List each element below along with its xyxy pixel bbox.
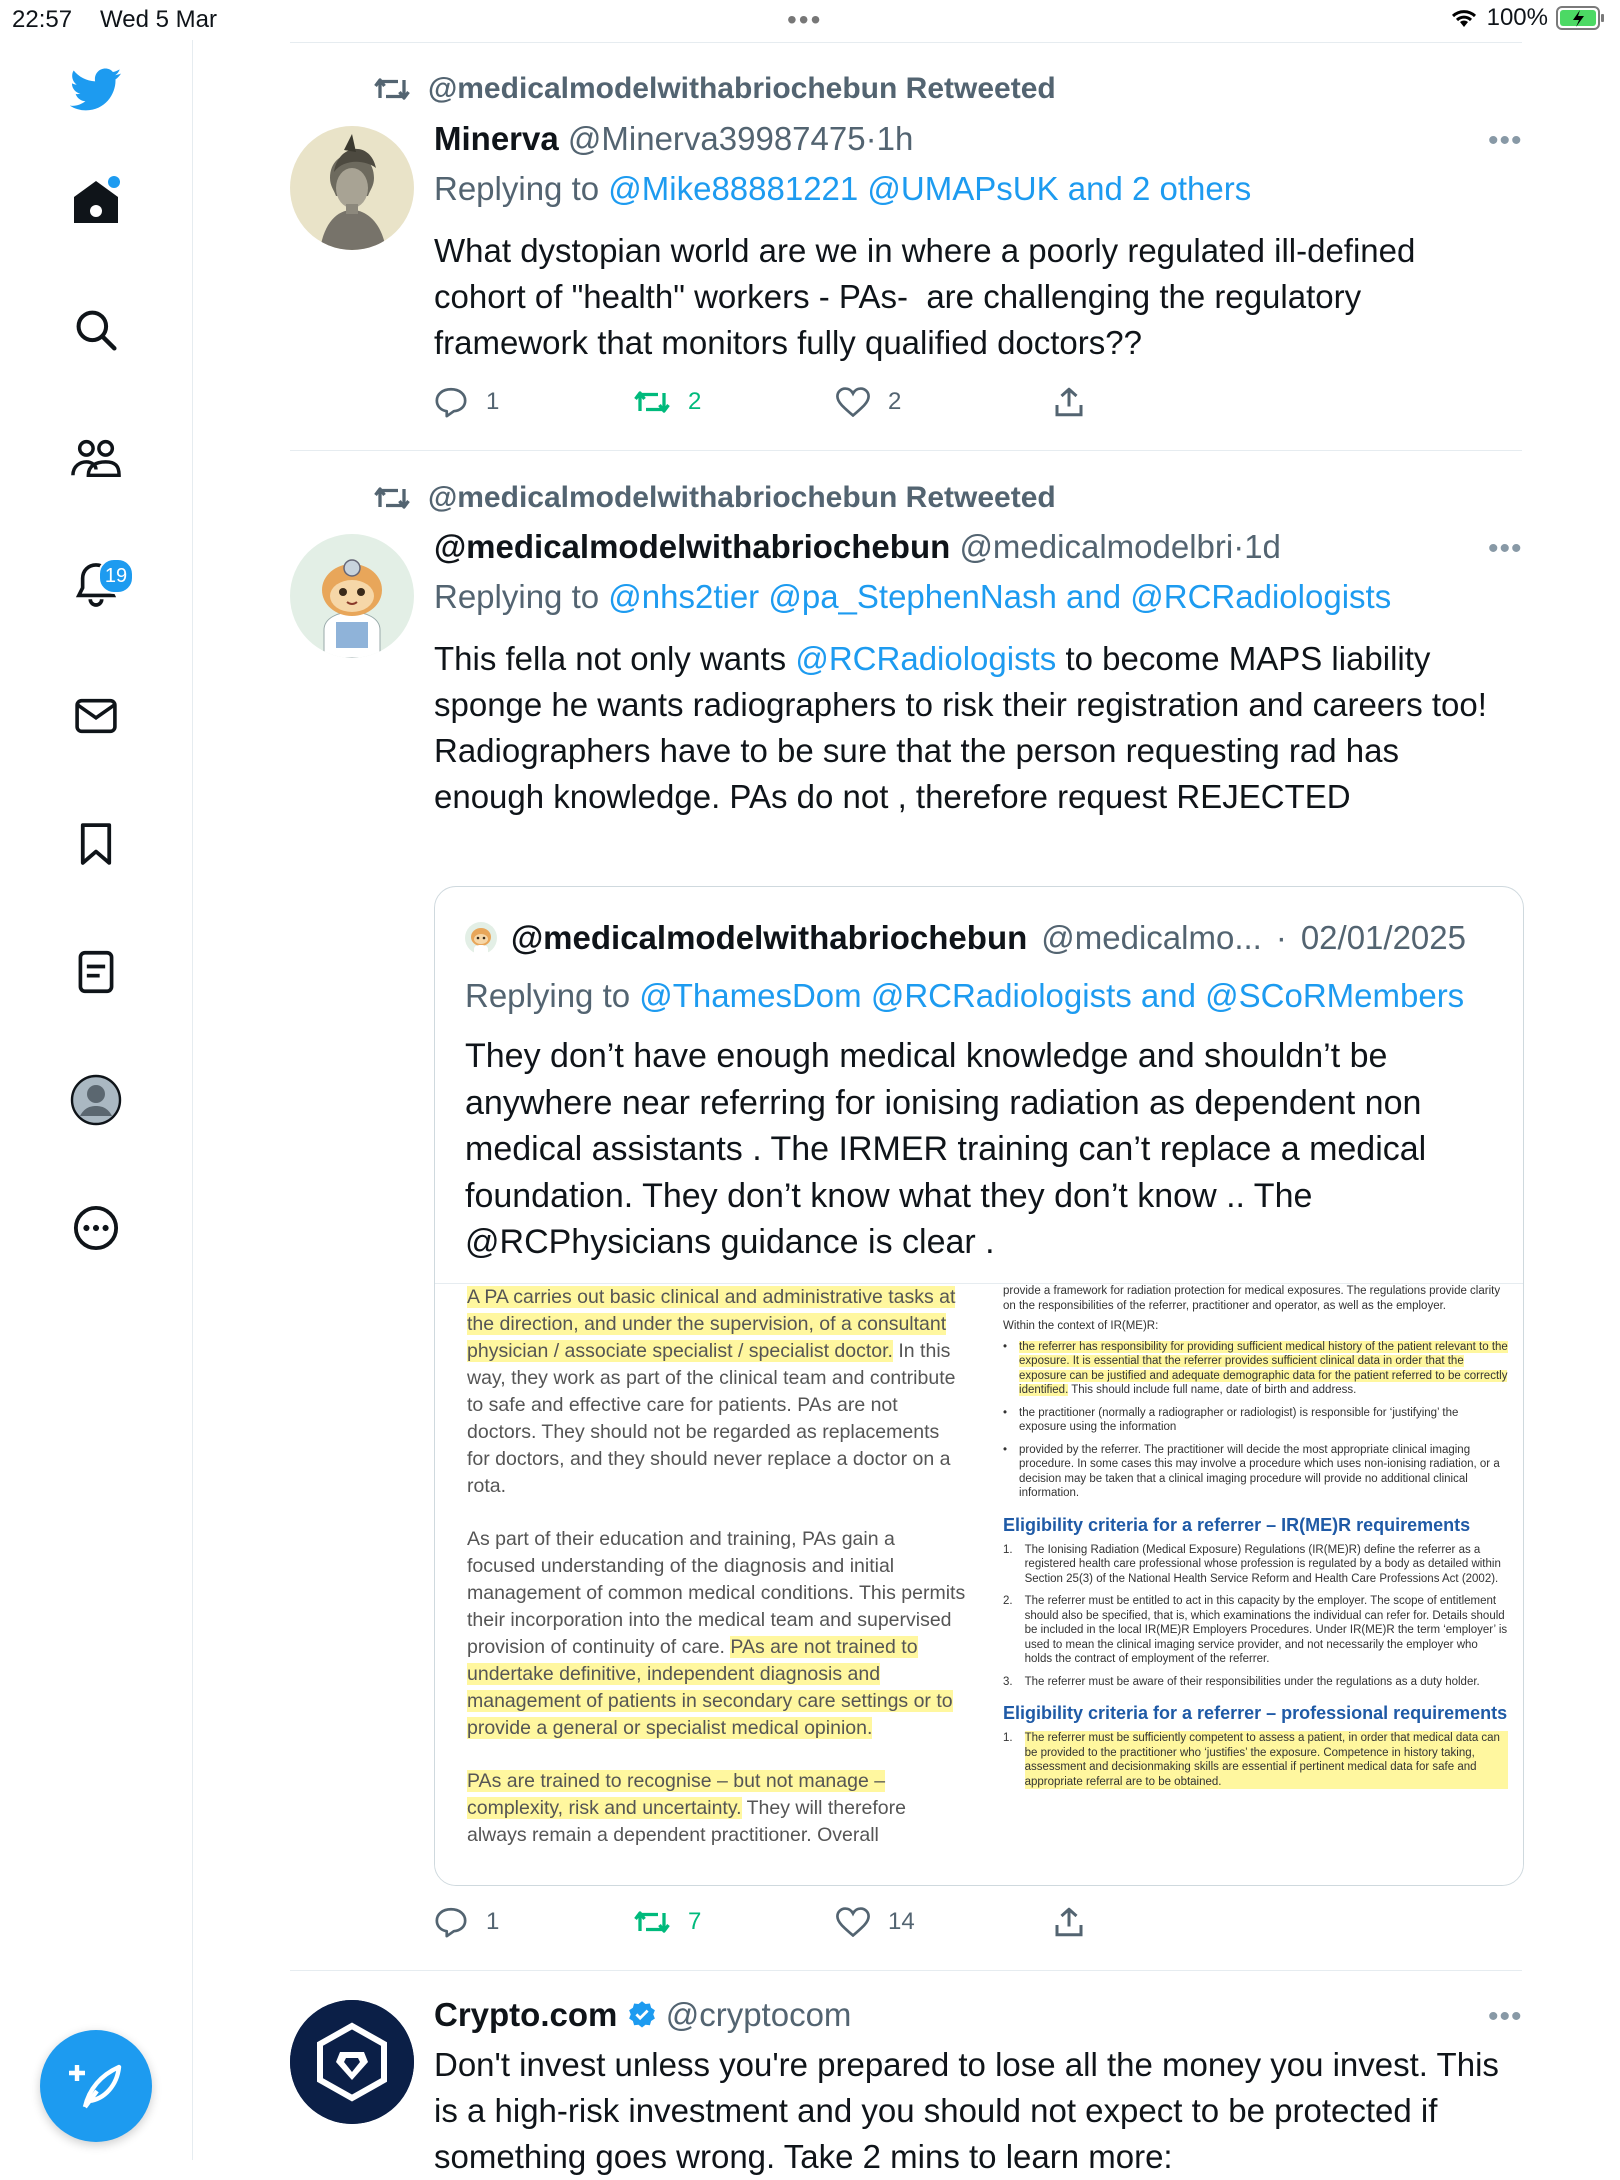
compose-feather-icon [69, 2061, 123, 2111]
document-text: As part of their education and training, PAs gain a focused understanding of the diagnosis and initial management of common medical conditions. This permits their incorporation into the medical team and supervised provision of continuity of care. [467, 1528, 966, 1658]
document-text: The referrer must be aware of their responsibilities under the regulations as a duty holder. [1024, 1675, 1480, 1688]
separator: · [1233, 528, 1245, 565]
document-text: The Ionising Radiation (Medical Exposure) Regulations (IR(ME)R) define the referrer as a registered health care professional whose profession is regulated by a body as detailed within Section 25(3) of the National Health Service Reform and Health Care Professions Act (2002). [1024, 1543, 1501, 1585]
retweet-context-text: @medicalmodelwithabriochebun Retweeted [428, 481, 1056, 514]
highlighted-text: the referrer has responsibility for providing sufficient medical history of the patient relevant to the exposure. It is essential that the referrer provides sufficient clinical data in order that the exposure can be justified and adequate demographic data for the patient referred to be correctly identified. [1019, 1340, 1508, 1396]
reply-count: 1 [486, 1908, 500, 1935]
quoted-separator: · [1275, 919, 1287, 956]
document-text: provided by the referrer. The practitioner will decide the most appropriate clinical imaging procedure. In some cases this may involve a procedure which uses non-ionising radiation, or a decision may be taken that a clinical imaging procedure will provide no additional clinical information. [1019, 1443, 1500, 1499]
quoted-replying-prefix: Replying to [465, 977, 640, 1014]
document-right-column [1003, 1284, 1508, 1797]
quoted-avatar-icon [465, 922, 497, 954]
tweet-time[interactable]: 1h [876, 120, 914, 157]
home-icon[interactable] [60, 166, 132, 238]
replying-to [434, 170, 1251, 208]
tweet-actions [434, 386, 1134, 418]
like-heart-icon [836, 1907, 870, 1937]
reply-button[interactable] [434, 1906, 634, 1938]
home-unread-dot [108, 176, 120, 188]
tweet-divider [290, 1970, 1522, 1971]
document-bullet: • provided by the referrer. The practitioner will decide the most appropriate clinical imaging procedure. In some cases this may involve a procedure which uses non-ionising radiation, or a decision may be taken that a clinical imaging procedure will provide no additional clinical information. [1003, 1443, 1508, 1501]
highlighted-text: PAs are not trained to undertake definitive, independent diagnosis and management of patients in secondary care settings or to provide a general or specialist medical opinion. [467, 1636, 953, 1739]
replying-to-users[interactable]: @Mike88881221 @UMAPsUK and 2 others [608, 170, 1252, 207]
tweet-text [434, 636, 1504, 820]
share-button[interactable] [1054, 386, 1084, 418]
highlighted-text: PAs are trained to recognise – but not manage – complexity, risk and uncertainty. [467, 1770, 886, 1819]
document-text: The referrer must be entitled to act in this capacity by the employer. The scope of entitlement should also be specified, that is, which examinations the individual can refer for. Details should be included in the local IR(ME)R Employers Procedures. Under IR(ME)R the term ‘employer’ is used to mean the clinical imaging service provider, and not necessarily the employer who holds the contract of employment of the referrer. [1024, 1595, 1508, 1665]
quoted-display-name[interactable]: @medicalmodelwithabriochebun [511, 919, 1028, 956]
notification-count-badge: 19 [98, 558, 134, 594]
replying-to-prefix: Replying to [434, 170, 609, 207]
multitasking-dots-icon[interactable]: ••• [787, 4, 823, 35]
reply-count: 1 [486, 388, 500, 415]
tweet-text-rest: to become MAPS liability sponge he wants radiographers to risk their registration and careers too! Radiographers have to be sure that the person requesting rad has enough knowledge. PAs do not , therefore request REJECTED [434, 640, 1487, 815]
highlighted-text: A PA carries out basic clinical and administrative tasks at the direction, and under the supervision, of a consultant physician / associate specialist / specialist doctor. [467, 1286, 956, 1362]
quoted-replying-users[interactable]: @ThamesDom @RCRadiologists and @SCoRMembers [639, 977, 1465, 1014]
document-numbered-item: 1. The Ionising Radiation (Medical Exposure) Regulations (IR(ME)R) define the referrer as a registered health care professional whose profession is regulated by a body as detailed within Section 25(3) of the National Health Service Reform and Health Care Professions Act (2002). [1003, 1543, 1508, 1587]
status-bar [0, 0, 1620, 40]
tweet-text: What dystopian world are we in where a poorly regulated ill-defined cohort of "health" workers - PAs- are challenging the regulatory framework that monitors fully qualified doctors?? [434, 232, 1425, 361]
tweet-text-start: This fella not only wants [434, 640, 796, 677]
document-left-column [467, 1284, 967, 1875]
display-name[interactable]: Crypto.com [434, 1996, 618, 2033]
tweet-divider [290, 450, 1522, 451]
share-button[interactable] [1054, 1906, 1084, 1938]
retweet-button[interactable] [634, 1906, 836, 1938]
retweet-context-text: @medicalmodelwithabriochebun Retweeted [428, 72, 1056, 105]
user-handle[interactable]: @medicalmodelbri [959, 528, 1234, 565]
tweet-header [434, 528, 1281, 566]
quoted-tweet-text: They don’t have enough medical knowledge and shouldn’t be anywhere near referring for ionising radiation as dependent non medical assistants . The IRMER training can’t replace a medical foundation. They don’t know what they don’t know .. The @RCPhysicians guidance is clear . [465, 1037, 1427, 1261]
mention-link[interactable]: @RCRadiologists [795, 640, 1057, 677]
sidebar [0, 40, 193, 2160]
retweet-button[interactable] [634, 386, 836, 418]
quoted-date[interactable]: 02/01/2025 [1300, 919, 1466, 956]
twitter-logo-icon[interactable] [60, 54, 132, 126]
retweet-small-icon [374, 483, 410, 513]
replying-to-prefix: Replying to [434, 578, 609, 615]
quoted-user-handle[interactable]: @medicalmo... [1041, 919, 1262, 956]
communities-icon[interactable] [60, 422, 132, 494]
more-options-circle-icon[interactable] [60, 1192, 132, 1264]
retweet-count: 2 [688, 388, 702, 415]
document-text: provide a framework for radiation protection for medical exposures. The regulations provide clarity on the responsibilities of the referrer, practitioner and operator, as well as the employer. [1003, 1285, 1501, 1312]
bookmarks-icon[interactable] [60, 808, 132, 880]
verified-badge-icon [627, 2000, 657, 2030]
quoted-tweet-header [465, 919, 1466, 957]
tweet-actions [434, 1906, 1134, 1938]
document-text: They will therefore always remain a dependent practitioner. Overall [467, 1797, 906, 1846]
compose-tweet-button[interactable] [40, 2030, 152, 2142]
share-icon [1054, 387, 1084, 417]
share-icon [1054, 1907, 1084, 1937]
display-name[interactable]: @medicalmodelwithabriochebun [434, 528, 951, 565]
reply-icon [434, 386, 468, 418]
like-count: 14 [888, 1908, 915, 1935]
avatar[interactable] [290, 126, 414, 250]
like-button[interactable] [836, 386, 1054, 418]
tweet-header [434, 120, 913, 158]
timeline-top-divider [290, 42, 1522, 43]
retweet-icon [634, 387, 670, 417]
document-numbered-item: 1. The referrer must be sufficiently competent to assess a patient, in order that medical data can be provided to the practitioner who ‘justifies’ the exposure. Competence in history taking, assessment and decisionmaking skills are essential if pertinent medical data for safe and appropriate referral are to be obtained. [1003, 1731, 1508, 1789]
search-icon[interactable] [60, 294, 132, 366]
status-date: Wed 5 Mar [100, 6, 217, 33]
display-name[interactable]: Minerva [434, 120, 559, 157]
document-numbered-item: 2. The referrer must be entitled to act in this capacity by the employer. The scope of entitlement should also be specified, that is, which examinations the individual can refer for. Details should be included in the local IR(ME)R Employers Procedures. Under IR(ME)R the term ‘employer’ is used to mean the clinical imaging service provider, and not necessarily the employer who holds the contract of employment of the referrer. [1003, 1595, 1508, 1665]
reply-icon [434, 1906, 468, 1938]
highlighted-text: The referrer must be sufficiently competent to assess a patient, in order that medical data can be provided to the practitioner who ‘justifies’ the exposure. Competence in history taking, assessment and decisionmaking skills are essential if pertinent medical data for safe and appropriate referral are to be obtained. [1025, 1731, 1508, 1789]
document-numbered-item: 3. The referrer must be aware of their responsibilities under the regulations as a duty holder. [1003, 1675, 1480, 1688]
quoted-replying-to [465, 977, 1464, 1015]
tweet-more-options-icon[interactable]: ••• [1488, 124, 1523, 157]
minerva-statue-avatar-icon [290, 126, 414, 250]
user-handle[interactable]: @Minerva39987475 [567, 120, 866, 157]
document-text: Within the context of IR(ME)R: [1003, 1320, 1159, 1332]
quoted-tweet[interactable] [434, 886, 1524, 1886]
reply-button[interactable] [434, 386, 634, 418]
retweet-count: 7 [688, 1908, 702, 1935]
retweet-context [374, 72, 1056, 106]
avatar[interactable] [290, 2000, 414, 2124]
replying-to [434, 578, 1391, 616]
avatar[interactable] [290, 534, 414, 658]
document-bullet: • the practitioner (normally a radiographer or radiologist) is responsible for ‘justifying’ the exposure using the information [1003, 1406, 1508, 1435]
status-indicators [1449, 4, 1606, 32]
tweet-time[interactable]: 1d [1244, 528, 1281, 565]
tweet-text: Don't invest unless you're prepared to lose all the money you invest. This is a high-risk investment and you should not expect to be protected if something goes wrong. Take 2 mins to learn more: [434, 2046, 1509, 2175]
status-time: 22:57 [12, 6, 73, 33]
retweet-small-icon [374, 74, 410, 104]
document-text: This should include full name, date of birth and address. [1068, 1384, 1357, 1396]
battery-charging-icon [1556, 5, 1606, 31]
replying-to-users[interactable]: @nhs2tier @pa_StephenNash and @RCRadiologists [608, 578, 1392, 615]
messages-icon[interactable] [60, 680, 132, 752]
notifications-bell-icon[interactable] [60, 548, 132, 620]
document-bullet: • the referrer has responsibility for providing sufficient medical history of the patient relevant to the exposure. It is essential that the referrer provides sufficient clinical data in order that the exposure can be justified and adequate demographic data for the patient referred to be correctly identified. This should include full name, date of birth and address. [1003, 1340, 1508, 1396]
crypto-com-logo-icon [290, 2000, 414, 2124]
tweet-more-options-icon[interactable]: ••• [1488, 2000, 1523, 2033]
user-handle[interactable]: @cryptocom [665, 1996, 852, 2033]
retweet-context [374, 481, 1056, 515]
lists-icon[interactable] [60, 936, 132, 1008]
document-heading: Eligibility criteria for a referrer – IR(ME)R requirements [1003, 1514, 1471, 1535]
battery-percent: 100% [1486, 4, 1548, 31]
like-button[interactable] [836, 1906, 1054, 1938]
tweet-header [434, 1996, 851, 2034]
wifi-icon [1449, 7, 1479, 29]
document-heading: Eligibility criteria for a referrer – professional requirements [1003, 1703, 1508, 1723]
tweet-more-options-icon[interactable]: ••• [1488, 532, 1523, 565]
like-count: 2 [888, 388, 902, 415]
profile-avatar-icon[interactable] [60, 1064, 132, 1136]
retweet-icon [634, 1907, 670, 1937]
like-heart-icon [836, 387, 870, 417]
document-text: the practitioner (normally a radiographer or radiologist) is responsible for ‘justifying’ the exposure using the information [1019, 1406, 1459, 1433]
quoted-tweet-image[interactable] [435, 1283, 1523, 1886]
document-text: In this way, they work as part of the clinical team and contribute to safe and effective care for patients. PAs are not doctors. They should not be regarded as replacements for doctors, and they should never replace a doctor on a rota. [467, 1340, 956, 1497]
separator: · [865, 120, 877, 157]
cartoon-doctor-avatar-icon [290, 534, 414, 658]
